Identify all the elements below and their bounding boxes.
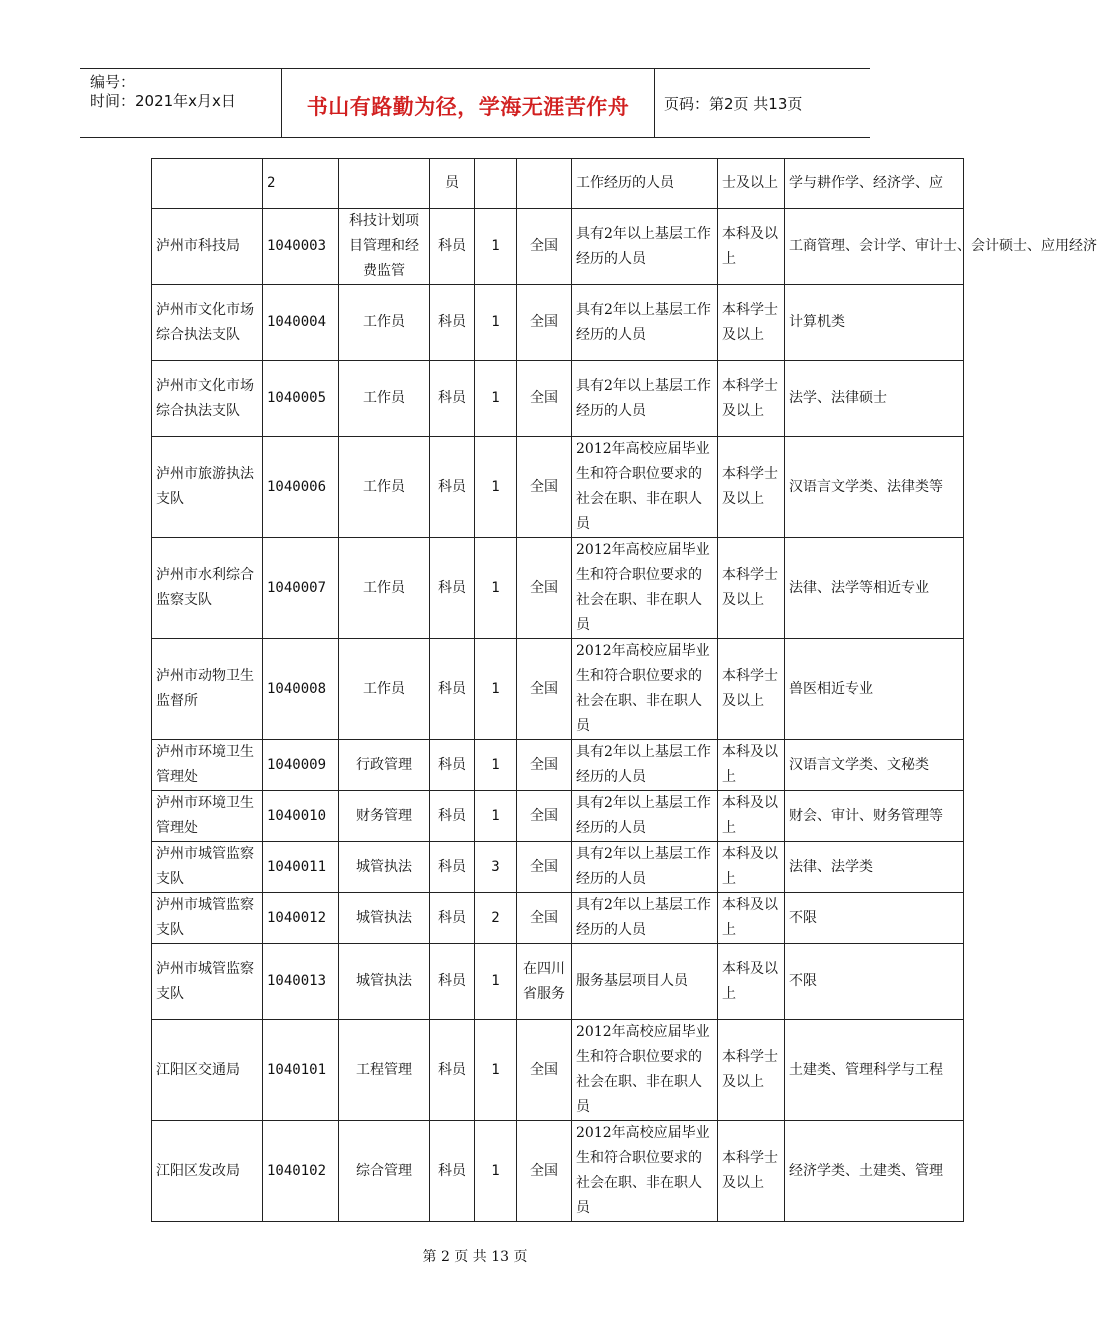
scope-cell: 全国	[517, 740, 572, 791]
level-cell: 科员	[430, 538, 475, 639]
major-cell: 工商管理、会计学、审计士、会计硕士、应用经济	[785, 209, 964, 285]
header-meta	[90, 73, 236, 111]
position-cell: 工作员	[339, 285, 430, 361]
scope-cell: 全国	[517, 842, 572, 893]
major-cell: 经济学类、土建类、管理	[785, 1121, 964, 1222]
count-cell: 1	[475, 437, 517, 538]
level-cell: 科员	[430, 944, 475, 1020]
condition-cell: 2012年高校应届毕业生和符合职位要求的社会在职、非在职人员	[572, 1020, 718, 1121]
condition-cell: 2012年高校应届毕业生和符合职位要求的社会在职、非在职人员	[572, 639, 718, 740]
education-cell: 本科学士及以上	[718, 437, 785, 538]
scope-cell: 全国	[517, 639, 572, 740]
condition-cell: 工作经历的人员	[572, 159, 718, 209]
education-cell: 本科学士及以上	[718, 1121, 785, 1222]
major-cell: 不限	[785, 944, 964, 1020]
org-cell: 泸州市水利综合监察支队	[152, 538, 263, 639]
org-cell: 泸州市文化市场综合执法支队	[152, 361, 263, 437]
level-cell: 科员	[430, 1020, 475, 1121]
code-cell: 1040011	[263, 842, 339, 893]
code-cell: 1040006	[263, 437, 339, 538]
major-cell: 不限	[785, 893, 964, 944]
position-cell: 综合管理	[339, 1121, 430, 1222]
table-row	[152, 361, 964, 437]
table-body	[152, 159, 1097, 1222]
scope-cell: 全国	[517, 1020, 572, 1121]
position-cell: 城管执法	[339, 893, 430, 944]
education-cell: 本科学士及以上	[718, 285, 785, 361]
count-cell: 1	[475, 1020, 517, 1121]
page-footer: 第 2 页 共 13 页	[422, 1249, 528, 1265]
position-cell: 财务管理	[339, 791, 430, 842]
major-cell: 财会、审计、财务管理等	[785, 791, 964, 842]
table-row	[152, 1020, 964, 1121]
page-number-label: 页码：第2页 共13页	[664, 95, 803, 113]
position-cell: 工作员	[339, 639, 430, 740]
positions-table	[151, 158, 1097, 1222]
table-row	[152, 791, 964, 842]
scope-cell	[517, 159, 572, 209]
education-cell: 本科学士及以上	[718, 361, 785, 437]
education-cell: 本科及以上	[718, 740, 785, 791]
condition-cell: 具有2年以上基层工作经历的人员	[572, 361, 718, 437]
position-cell: 工程管理	[339, 1020, 430, 1121]
page-header	[80, 68, 870, 138]
level-cell: 科员	[430, 740, 475, 791]
count-cell: 1	[475, 1121, 517, 1222]
org-cell	[152, 159, 263, 209]
count-cell	[475, 159, 517, 209]
major-cell: 学与耕作学、经济学、应	[785, 159, 964, 209]
scope-cell: 全国	[517, 1121, 572, 1222]
condition-cell: 具有2年以上基层工作经历的人员	[572, 791, 718, 842]
org-cell: 泸州市环境卫生管理处	[152, 791, 263, 842]
scope-cell: 全国	[517, 791, 572, 842]
major-cell: 汉语言文学类、法律类等	[785, 437, 964, 538]
condition-cell: 具有2年以上基层工作经历的人员	[572, 740, 718, 791]
level-cell: 科员	[430, 209, 475, 285]
count-cell: 2	[475, 893, 517, 944]
position-cell: 工作员	[339, 437, 430, 538]
table-row	[152, 639, 964, 740]
position-cell: 城管执法	[339, 944, 430, 1020]
count-cell: 1	[475, 740, 517, 791]
education-cell: 本科及以上	[718, 209, 785, 285]
code-cell: 1040101	[263, 1020, 339, 1121]
level-cell: 科员	[430, 285, 475, 361]
education-cell: 士及以上	[718, 159, 785, 209]
code-cell: 1040010	[263, 791, 339, 842]
education-cell: 本科学士及以上	[718, 639, 785, 740]
code-cell: 1040005	[263, 361, 339, 437]
org-cell: 泸州市城管监察支队	[152, 893, 263, 944]
header-motto: 书山有路勤为径，学海无涯苦作舟	[306, 95, 630, 119]
position-cell	[339, 159, 430, 209]
condition-cell: 具有2年以上基层工作经历的人员	[572, 285, 718, 361]
count-cell: 1	[475, 944, 517, 1020]
org-cell: 江阳区发改局	[152, 1121, 263, 1222]
org-cell: 泸州市城管监察支队	[152, 944, 263, 1020]
condition-cell: 2012年高校应届毕业生和符合职位要求的社会在职、非在职人员	[572, 1121, 718, 1222]
major-cell: 计算机类	[785, 285, 964, 361]
code-cell: 1040102	[263, 1121, 339, 1222]
table-row	[152, 893, 964, 944]
code-cell: 1040004	[263, 285, 339, 361]
major-cell: 汉语言文学类、文秘类	[785, 740, 964, 791]
table-row	[152, 944, 964, 1020]
position-cell: 科技计划项目管理和经费监管	[339, 209, 430, 285]
org-cell: 江阳区交通局	[152, 1020, 263, 1121]
level-cell: 科员	[430, 842, 475, 893]
education-cell: 本科学士及以上	[718, 1020, 785, 1121]
condition-cell: 具有2年以上基层工作经历的人员	[572, 842, 718, 893]
level-cell: 员	[430, 159, 475, 209]
education-cell: 本科及以上	[718, 893, 785, 944]
code-cell: 1040007	[263, 538, 339, 639]
count-cell: 1	[475, 209, 517, 285]
scope-cell: 全国	[517, 893, 572, 944]
table-row	[152, 842, 964, 893]
major-cell: 土建类、管理科学与工程	[785, 1020, 964, 1121]
scope-cell: 全国	[517, 538, 572, 639]
table-row	[152, 209, 964, 285]
table-row	[152, 159, 964, 209]
condition-cell: 2012年高校应届毕业生和符合职位要求的社会在职、非在职人员	[572, 538, 718, 639]
time-label: 时间：2021年x月x日	[90, 92, 236, 110]
code-cell: 1040013	[263, 944, 339, 1020]
table-row	[152, 538, 964, 639]
org-cell: 泸州市文化市场综合执法支队	[152, 285, 263, 361]
scope-cell: 全国	[517, 209, 572, 285]
code-cell: 2	[263, 159, 339, 209]
org-cell: 泸州市动物卫生监督所	[152, 639, 263, 740]
position-cell: 城管执法	[339, 842, 430, 893]
condition-cell: 服务基层项目人员	[572, 944, 718, 1020]
scope-cell: 全国	[517, 361, 572, 437]
position-cell: 工作员	[339, 361, 430, 437]
level-cell: 科员	[430, 791, 475, 842]
scope-cell: 全国	[517, 437, 572, 538]
count-cell: 1	[475, 791, 517, 842]
table-row	[152, 740, 964, 791]
count-cell: 1	[475, 639, 517, 740]
major-cell: 法律、法学等相近专业	[785, 538, 964, 639]
header-divider	[654, 69, 655, 137]
condition-cell: 2012年高校应届毕业生和符合职位要求的社会在职、非在职人员	[572, 437, 718, 538]
count-cell: 1	[475, 361, 517, 437]
org-cell: 泸州市科技局	[152, 209, 263, 285]
education-cell: 本科及以上	[718, 791, 785, 842]
level-cell: 科员	[430, 361, 475, 437]
org-cell: 泸州市城管监察支队	[152, 842, 263, 893]
condition-cell: 具有2年以上基层工作经历的人员	[572, 893, 718, 944]
major-cell: 兽医相近专业	[785, 639, 964, 740]
code-cell: 1040012	[263, 893, 339, 944]
code-cell: 1040009	[263, 740, 339, 791]
count-cell: 3	[475, 842, 517, 893]
education-cell: 本科及以上	[718, 944, 785, 1020]
education-cell: 本科学士及以上	[718, 538, 785, 639]
major-cell: 法学、法律硕士	[785, 361, 964, 437]
code-cell: 1040008	[263, 639, 339, 740]
major-cell: 法律、法学类	[785, 842, 964, 893]
table-row	[152, 285, 964, 361]
position-cell: 工作员	[339, 538, 430, 639]
count-cell: 1	[475, 285, 517, 361]
condition-cell: 具有2年以上基层工作经历的人员	[572, 209, 718, 285]
table-row	[152, 1121, 964, 1222]
level-cell: 科员	[430, 437, 475, 538]
org-cell: 泸州市旅游执法支队	[152, 437, 263, 538]
org-cell: 泸州市环境卫生管理处	[152, 740, 263, 791]
code-cell: 1040003	[263, 209, 339, 285]
table-row	[152, 437, 964, 538]
level-cell: 科员	[430, 893, 475, 944]
count-cell: 1	[475, 538, 517, 639]
education-cell: 本科及以上	[718, 842, 785, 893]
level-cell: 科员	[430, 639, 475, 740]
scope-cell: 在四川省服务	[517, 944, 572, 1020]
position-cell: 行政管理	[339, 740, 430, 791]
level-cell: 科员	[430, 1121, 475, 1222]
scope-cell: 全国	[517, 285, 572, 361]
number-label: 编号：	[90, 73, 136, 91]
